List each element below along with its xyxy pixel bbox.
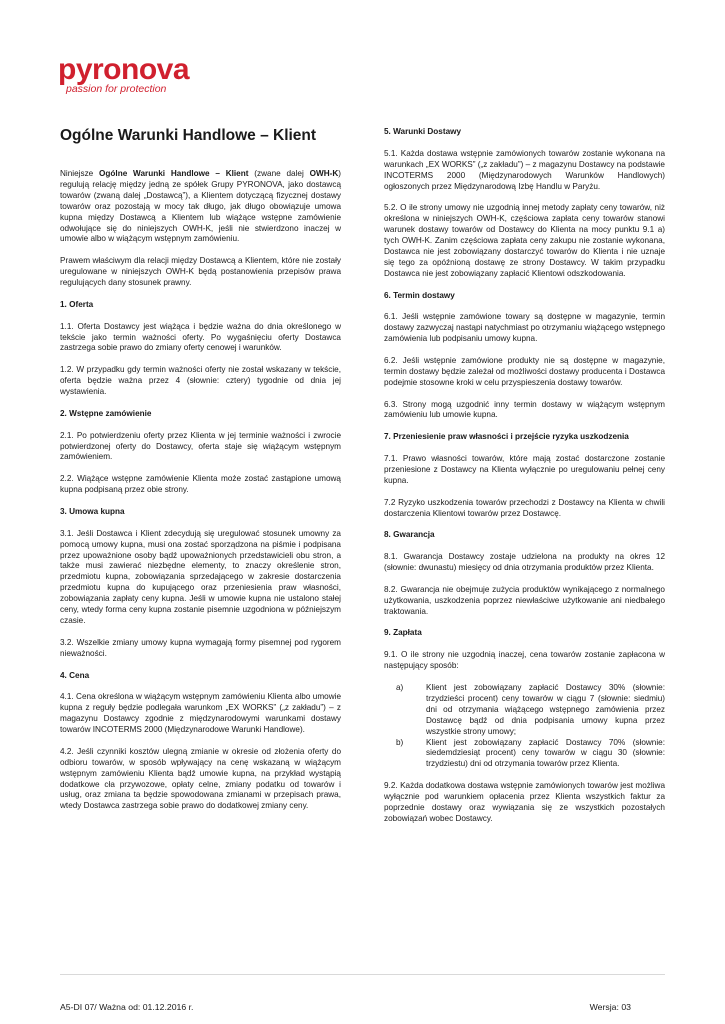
document-title: Ogólne Warunki Handlowe – Klient bbox=[60, 127, 317, 144]
clause-7-2: 7.2 Ryzyko uszkodzenia towarów przechodzi z Dostawcy na Klienta w chwili dostarczenia Klientowi towarów przez Dostawcę. bbox=[384, 497, 665, 518]
right-column bbox=[384, 127, 665, 836]
list-marker: b) bbox=[396, 737, 404, 747]
clause-3-1: 3.1. Jeśli Dostawca i Klient zdecydują się uregulować stosunek umowny za pomocą umowy kupna, musi ona zostać sporządzona na piśmie i podpisana przez upoważnione osoby bądź upoważnionych przedstawicieli obu stron, a także musi zawierać niezbędne elementy, to znaczy określenie stron, przedmiotu kupna, zobowiązania sprzedającego w zakresie dostarczenia przedmiotu kupna do kupującego oraz przeniesienia praw własności, zobowiązania zapłaty ceny kupna. Jeśli w umowie kupna nie ustalono stałej ceny, wtedy forma ceny kupna zostanie pisemnie uzgodniona w późniejszym czasie. bbox=[60, 528, 341, 626]
section-7-heading: 7. Przeniesienie praw własności i przejście ryzyka uszkodzenia bbox=[384, 432, 629, 442]
clause-6-1: 6.1. Jeśli wstępnie zamówione towary są dostępne w magazynie, termin dostawy zazwyczaj nastąpi natychmiast po otrzymaniu wiążącego wstępnego zamówienia lub podpisaniu umowy kupna. bbox=[384, 312, 665, 344]
pyronova-logo bbox=[58, 55, 189, 95]
clause-6-2: 6.2. Jeśli wstępnie zamówione produkty nie są dostępne w magazynie, termin dostawy będzie zależał od możliwości dostawy producenta i Dostawca podejmie stosowne kroki w celu przyspieszenia dostawy towarów. bbox=[384, 355, 665, 387]
clause-9-1: 9.1. O ile strony nie uzgodnią inaczej, cena towarów zostanie zapłacona w następujący sposób: bbox=[384, 650, 665, 671]
clause-3-2: 3.2. Wszelkie zmiany umowy kupna wymagają formy pisemnej pod rygorem nieważności. bbox=[60, 637, 341, 658]
list-item bbox=[384, 738, 665, 771]
clause-6-3: 6.3. Strony mogą uzgodnić inny termin dostawy w wiążącym wstępnym zamówieniu lub umowie kupna. bbox=[384, 399, 665, 420]
list-marker: a) bbox=[396, 682, 404, 692]
clause-8-2: 8.2. Gwarancja nie obejmuje zużycia produktów wynikającego z normalnego użytkowania, uszkodzenia poprzez niewłaściwe użytkowanie ani niedbałego traktowania. bbox=[384, 584, 665, 616]
clause-2-1: 2.1. Po potwierdzeniu oferty przez Klienta w jej terminie ważności i zwrocie potwierdzonej oferty do Dostawcy, oferta staje się wiążącym wstępnym zamówieniem. bbox=[60, 430, 341, 462]
logo-tagline: passion for protection bbox=[66, 83, 167, 95]
section-1-heading: 1. Oferta bbox=[60, 299, 94, 309]
list-item-text: Klient jest zobowiązany zapłacić Dostawcy 70% (słownie: siedemdziesiąt procent) ceny towarów w ciągu 30 (słownie: trzydziestu) dni od otrzymania towarów przez Klienta. bbox=[426, 737, 665, 769]
list-item bbox=[384, 683, 665, 738]
clause-7-1: 7.1. Prawo własności towarów, które mają zostać dostarczone zostanie przeniesione z Dostawcy na Klienta wyłącznie po uregulowaniu pełnej ceny kupna. bbox=[384, 454, 665, 485]
clause-2-2: 2.2. Wiążące wstępne zamówienie Klienta może zostać zastąpione umową kupna podpisaną przez obie strony. bbox=[60, 474, 341, 495]
section-8-heading: 8. Gwarancja bbox=[384, 530, 435, 540]
section-4-heading: 4. Cena bbox=[60, 670, 90, 680]
left-column bbox=[60, 127, 341, 823]
section-9-heading: 9. Zapłata bbox=[384, 628, 422, 638]
footer-document-id: A5-DI 07/ Ważna od: 01.12.2016 r. bbox=[60, 1002, 194, 1012]
payment-terms-list bbox=[384, 683, 665, 770]
footer-version: Wersja: 03 bbox=[589, 1002, 631, 1012]
clause-4-2: 4.2. Jeśli czynniki kosztów ulegną zmianie w okresie od złożenia oferty do odbioru towarów, w sposób wpływający na cenę wskazaną w wiążącym wstępnym zamówieniu Klienta bądź umowie kupna, na przykład wystąpią dodatkowe cła przywozowe, opłaty celne, zmiany podatku od towarów i usług, oraz zmiana ta będzie spowodowana zmianami w przepisach prawa, wtedy Dostawca zastrzega sobie prawo do dodatkowej zmiany ceny. bbox=[60, 746, 341, 811]
clause-8-1: 8.1. Gwarancja Dostawcy zostaje udzielona na produkty na okres 12 (słownie: dwunastu) miesięcy od dnia otrzymania produktów przez Klienta. bbox=[384, 552, 665, 573]
intro-paragraph-1: Niniejsze Ogólne Warunki Handlowe – Klient (zwane dalej OWH-K) regulują relację między jedną ze spółek Grupy PYRONOVA, jako dostawcą towarów (zwaną dalej „Dostawcą”), a Klientem dotyczącą fizycznej dostawy towarów oraz pozostają w mocy tak długo, jak długo obowiązuje umowa kupna między Dostawcą a Klientem lub wiążące wstępne zamówienie odwołujące się do niniejszych OWH-K, jeśli nie stwierdzono inaczej w umowie albo w wiążącym wstępnym zamówieniu. bbox=[60, 169, 341, 244]
clause-5-1: 5.1. Każda dostawa wstępnie zamówionych towarów zostanie wykonana na warunkach „EX WORKS” („z zakładu”) – z magazynu Dostawcy na podstawie INCOTERMS 2000 (Międzynarodowych Warunków Handlowych) ogłoszonych przez Międzynarodową Izbę Handlu w Paryżu. bbox=[384, 148, 665, 191]
section-3-heading: 3. Umowa kupna bbox=[60, 506, 125, 516]
section-6-heading: 6. Termin dostawy bbox=[384, 290, 455, 300]
logo-wordmark: pyronova bbox=[58, 53, 190, 86]
clause-4-1: 4.1. Cena określona w wiążącym wstępnym zamówieniu Klienta albo umowie kupna z reguły będzie podlegała warunkom „EX WORKS” („z zakładu”) – z magazynu Dostawcy zgodnie z międzynarodowymi warunkami dostawy towarów INCOTERMS 2000 (Międzynarodowe Warunki Handlowe). bbox=[60, 692, 341, 735]
section-2-heading: 2. Wstępne zamówienie bbox=[60, 408, 152, 418]
clause-5-2: 5.2. O ile strony umowy nie uzgodnią innej metody zapłaty ceny towarów, niż określona w niniejszych OWH-K, częściowa zapłata ceny towarów stanowi warunek dostawy towarów od Dostawcy do Klienta na mocy punktu 9.1 a) tych OWH-K. Zanim częściowa zapłata ceny zakupu nie zostanie wykonana, Dostawca nie jest zobowiązany dostarczyć towarów do Klienta i nie uznaje się tego za opóźnioną dostawę ze strony Dostawcy. W takim przypadku Dostawca nie jest zobowiązany zapłacić Klientowi odszkodowania. bbox=[384, 203, 665, 278]
section-5-heading: 5. Warunki Dostawy bbox=[384, 127, 462, 136]
list-item-text: Klient jest zobowiązany zapłacić Dostawcy 30% (słownie: trzydzieści procent) ceny towarów w ciągu 7 (słownie: siedmiu) dni od otrzymania wiążącego wstępnego zamówienia przez Dostawcę bądź od dnia podpisania umowy kupna przez wszystkie strony umowy; bbox=[426, 682, 665, 736]
clause-9-2: 9.2. Każda dodatkowa dostawa wstępnie zamówionych towarów jest możliwa wyłącznie pod warunkiem opłacenia przez Klienta wszystkich faktur za poprzednie dostawy oraz wywiązania się ze wszystkich pozostałych zobowiązań wobec Dostawcy. bbox=[384, 781, 665, 823]
footer-divider bbox=[60, 974, 665, 975]
clause-1-2: 1.2. W przypadku gdy termin ważności oferty nie został wskazany w tekście, oferta będzie ważna przez 4 (słownie: cztery) tygodnie od dnia jej wystawienia. bbox=[60, 365, 341, 397]
intro-paragraph-2: Prawem właściwym dla relacji między Dostawcą a Klientem, które nie zostały uregulowane w niniejszych OWH-K będą postanowienia przepisów prawa regulujących dany stosunek prawny. bbox=[60, 256, 341, 288]
clause-1-1: 1.1. Oferta Dostawcy jest wiążąca i będzie ważna do dnia określonego w tekście jako termin ważności oferty. Po wygaśnięciu oferty Dostawca zastrzega sobie prawo do zmiany oferty cenowej i warunków. bbox=[60, 321, 341, 353]
